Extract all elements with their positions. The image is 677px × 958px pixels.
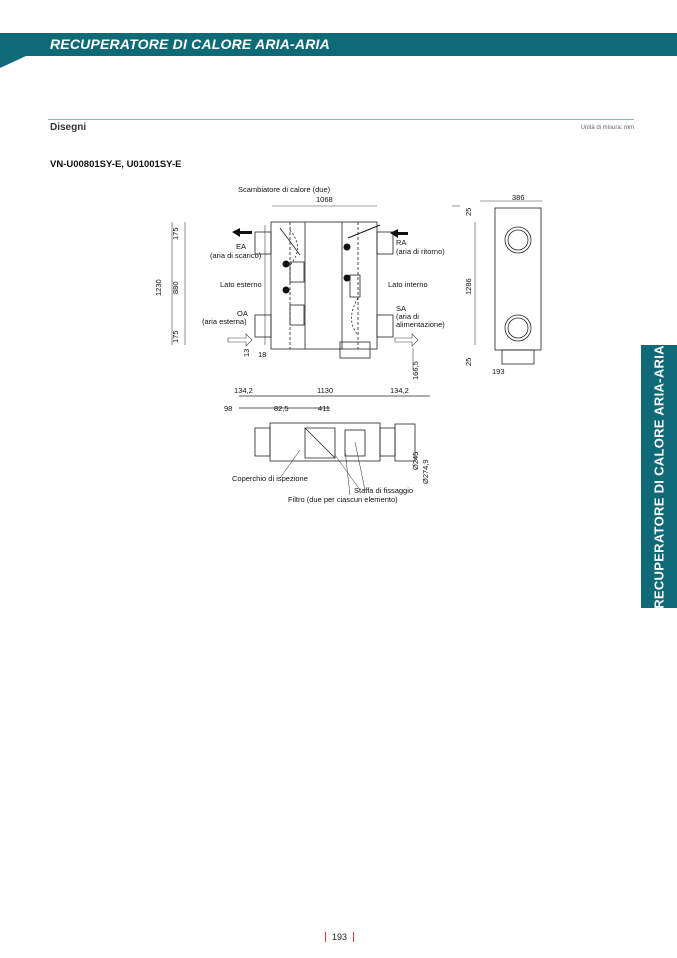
dim-1068: 1068: [316, 195, 333, 204]
label-ra-sub: (aria di ritorno): [396, 247, 445, 256]
section-title: Disegni: [50, 122, 87, 133]
label-inspection: Coperchio di ispezione: [232, 474, 308, 483]
dim-82: 82,5: [274, 404, 289, 413]
model-title: VN-U00801SY-E, U01001SY-E: [50, 159, 182, 170]
dim-18: 18: [258, 350, 267, 359]
label-oa: OA: [237, 309, 248, 318]
dim-880: 880: [171, 281, 180, 294]
dim-274: Ø274,9: [421, 459, 430, 484]
side-tab-text: RECUPERATORE DI CALORE ARIA-ARIA: [651, 344, 667, 609]
dim-1130: 1130: [317, 386, 334, 395]
label-ea: EA: [236, 242, 247, 251]
label-ea-sub: (aria di scarico): [210, 251, 262, 260]
dim-1286: 1286: [464, 278, 473, 295]
arrow-ea-icon: [232, 228, 252, 237]
label-filter: Filtro (due per ciascun elemento): [288, 495, 398, 504]
dim-193: 193: [492, 367, 505, 376]
label-heat-exchanger: Scambiatore di calore (due): [238, 185, 331, 194]
header-notch: [0, 56, 26, 68]
dim-98: 98: [224, 404, 233, 413]
label-sa: SA: [396, 304, 407, 313]
dim-13: 13: [242, 348, 251, 357]
dim-1230: 1230: [154, 279, 163, 296]
label-sa-sub2: alimentazione): [396, 320, 445, 329]
label-lato-esterno: Lato esterno: [220, 280, 262, 289]
side-section-tab: [641, 345, 677, 608]
label-lato-interno: Lato interno: [388, 280, 428, 289]
dim-166: 166,5: [411, 361, 420, 380]
dim-175-bottom: 175: [171, 330, 180, 343]
label-oa-sub: (aria esterna): [202, 317, 247, 326]
label-bracket: Staffa di fissaggio: [354, 486, 414, 495]
technical-drawing: [140, 180, 560, 520]
side-view-body: [495, 208, 541, 350]
dim-245: Ø245: [411, 451, 420, 470]
page-header-title: RECUPERATORE DI CALORE ARIA-ARIA: [50, 36, 330, 52]
section-divider: [48, 119, 634, 120]
dim-386: 386: [512, 193, 525, 202]
label-sa-sub1: (aria di: [396, 312, 419, 321]
dim-134-left: 134,2: [234, 386, 253, 395]
dim-175-top: 175: [171, 227, 180, 240]
dim-134-right: 134,2: [390, 386, 409, 395]
page-number: 193: [325, 932, 354, 942]
dim-25-top: 25: [464, 207, 473, 216]
front-view-body: [271, 222, 377, 349]
dim-411: 411: [318, 404, 330, 413]
dim-25-bottom: 25: [464, 357, 473, 366]
label-ra: RA: [396, 238, 407, 247]
unit-note: Unità di misura: mm: [580, 125, 634, 131]
top-view-body: [270, 423, 380, 461]
